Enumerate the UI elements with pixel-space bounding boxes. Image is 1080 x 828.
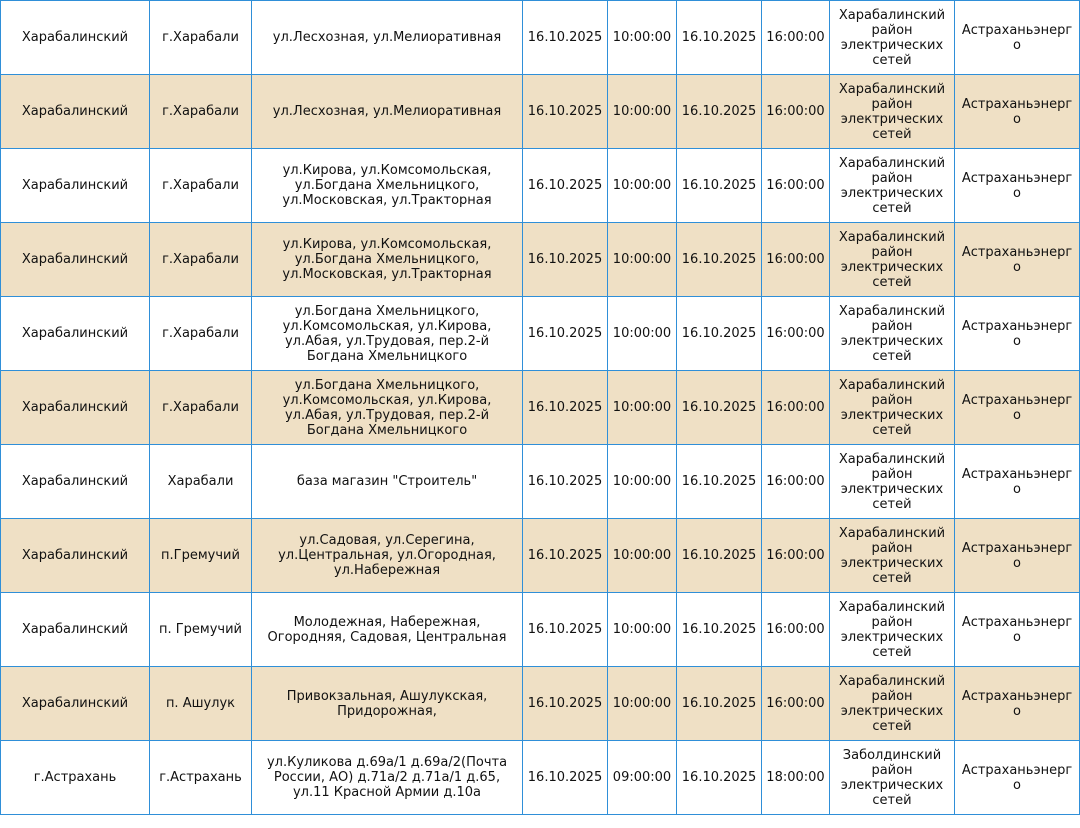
- settlement-cell: г.Харабали: [150, 1, 252, 75]
- res-cell: Харабалинский район электрических сетей: [830, 1, 955, 75]
- start-date-cell: 16.10.2025: [523, 445, 608, 519]
- company-cell: Астраханьэнерго: [955, 75, 1080, 149]
- end-date-cell: 16.10.2025: [677, 297, 762, 371]
- district-cell: Харабалинский: [1, 1, 150, 75]
- streets-cell: база магазин "Строитель": [252, 445, 523, 519]
- streets-cell: ул.Лесхозная, ул.Мелиоративная: [252, 1, 523, 75]
- company-cell: Астраханьэнерго: [955, 223, 1080, 297]
- table-row: [1, 1, 1080, 75]
- streets-cell: Привокзальная, Ашулукская, Придорожная,: [252, 667, 523, 741]
- res-cell: Заболдинский район электрических сетей: [830, 741, 955, 815]
- table-row: [1, 445, 1080, 519]
- company-cell: Астраханьэнерго: [955, 519, 1080, 593]
- start-time-cell: 09:00:00: [608, 741, 677, 815]
- table-row: [1, 75, 1080, 149]
- company-cell: Астраханьэнерго: [955, 741, 1080, 815]
- district-cell: Харабалинский: [1, 667, 150, 741]
- start-time-cell: 10:00:00: [608, 297, 677, 371]
- start-time-cell: 10:00:00: [608, 1, 677, 75]
- start-time-cell: 10:00:00: [608, 667, 677, 741]
- streets-cell: ул.Богдана Хмельницкого, ул.Комсомольская, ул.Кирова, ул.Абая, ул.Трудовая, пер.2-й Богдана Хмельницкого: [252, 297, 523, 371]
- res-cell: Харабалинский район электрических сетей: [830, 667, 955, 741]
- company-cell: Астраханьэнерго: [955, 149, 1080, 223]
- start-time-cell: 10:00:00: [608, 75, 677, 149]
- start-date-cell: 16.10.2025: [523, 593, 608, 667]
- settlement-cell: г.Харабали: [150, 297, 252, 371]
- end-date-cell: 16.10.2025: [677, 223, 762, 297]
- settlement-cell: п. Гремучий: [150, 593, 252, 667]
- end-date-cell: 16.10.2025: [677, 445, 762, 519]
- res-cell: Харабалинский район электрических сетей: [830, 223, 955, 297]
- start-time-cell: 10:00:00: [608, 371, 677, 445]
- res-cell: Харабалинский район электрических сетей: [830, 297, 955, 371]
- settlement-cell: г.Харабали: [150, 223, 252, 297]
- outage-table-body: [1, 1, 1080, 815]
- table-row: [1, 371, 1080, 445]
- streets-cell: Молодежная, Набережная, Огородняя, Садовая, Центральная: [252, 593, 523, 667]
- district-cell: г.Астрахань: [1, 741, 150, 815]
- res-cell: Харабалинский район электрических сетей: [830, 519, 955, 593]
- streets-cell: ул.Кирова, ул.Комсомольская, ул.Богдана Хмельницкого, ул.Московская, ул.Тракторная: [252, 223, 523, 297]
- company-cell: Астраханьэнерго: [955, 593, 1080, 667]
- district-cell: Харабалинский: [1, 593, 150, 667]
- start-date-cell: 16.10.2025: [523, 297, 608, 371]
- end-date-cell: 16.10.2025: [677, 741, 762, 815]
- end-date-cell: 16.10.2025: [677, 1, 762, 75]
- streets-cell: ул.Богдана Хмельницкого, ул.Комсомольская, ул.Кирова, ул.Абая, ул.Трудовая, пер.2-й Богдана Хмельницкого: [252, 371, 523, 445]
- streets-cell: ул.Лесхозная, ул.Мелиоративная: [252, 75, 523, 149]
- start-date-cell: 16.10.2025: [523, 371, 608, 445]
- district-cell: Харабалинский: [1, 297, 150, 371]
- district-cell: Харабалинский: [1, 149, 150, 223]
- res-cell: Харабалинский район электрических сетей: [830, 75, 955, 149]
- settlement-cell: п.Гремучий: [150, 519, 252, 593]
- end-date-cell: 16.10.2025: [677, 593, 762, 667]
- end-time-cell: 16:00:00: [762, 667, 830, 741]
- start-date-cell: 16.10.2025: [523, 667, 608, 741]
- district-cell: Харабалинский: [1, 223, 150, 297]
- table-row: [1, 297, 1080, 371]
- end-time-cell: 16:00:00: [762, 371, 830, 445]
- company-cell: Астраханьэнерго: [955, 297, 1080, 371]
- settlement-cell: г.Харабали: [150, 75, 252, 149]
- start-time-cell: 10:00:00: [608, 149, 677, 223]
- start-time-cell: 10:00:00: [608, 445, 677, 519]
- start-time-cell: 10:00:00: [608, 223, 677, 297]
- start-date-cell: 16.10.2025: [523, 741, 608, 815]
- res-cell: Харабалинский район электрических сетей: [830, 445, 955, 519]
- end-date-cell: 16.10.2025: [677, 667, 762, 741]
- company-cell: Астраханьэнерго: [955, 1, 1080, 75]
- start-time-cell: 10:00:00: [608, 593, 677, 667]
- settlement-cell: г.Астрахань: [150, 741, 252, 815]
- table-row: [1, 667, 1080, 741]
- settlement-cell: г.Харабали: [150, 149, 252, 223]
- settlement-cell: Харабали: [150, 445, 252, 519]
- streets-cell: ул.Куликова д.69а/1 д.69а/2(Почта России, АО) д.71а/2 д.71а/1 д.65, ул.11 Красной Армии д.10а: [252, 741, 523, 815]
- end-time-cell: 16:00:00: [762, 149, 830, 223]
- end-time-cell: 16:00:00: [762, 593, 830, 667]
- end-date-cell: 16.10.2025: [677, 519, 762, 593]
- district-cell: Харабалинский: [1, 371, 150, 445]
- res-cell: Харабалинский район электрических сетей: [830, 371, 955, 445]
- table-row: [1, 593, 1080, 667]
- end-time-cell: 16:00:00: [762, 75, 830, 149]
- table-row: [1, 519, 1080, 593]
- settlement-cell: п. Ашулук: [150, 667, 252, 741]
- end-date-cell: 16.10.2025: [677, 149, 762, 223]
- streets-cell: ул.Садовая, ул.Серегина, ул.Центральная, ул.Огородная, ул.Набережная: [252, 519, 523, 593]
- start-date-cell: 16.10.2025: [523, 223, 608, 297]
- table-row: [1, 223, 1080, 297]
- end-date-cell: 16.10.2025: [677, 371, 762, 445]
- end-time-cell: 16:00:00: [762, 223, 830, 297]
- end-time-cell: 16:00:00: [762, 297, 830, 371]
- end-time-cell: 16:00:00: [762, 1, 830, 75]
- company-cell: Астраханьэнерго: [955, 445, 1080, 519]
- start-date-cell: 16.10.2025: [523, 75, 608, 149]
- start-date-cell: 16.10.2025: [523, 519, 608, 593]
- table-row: [1, 741, 1080, 815]
- company-cell: Астраханьэнерго: [955, 371, 1080, 445]
- end-time-cell: 16:00:00: [762, 445, 830, 519]
- district-cell: Харабалинский: [1, 445, 150, 519]
- streets-cell: ул.Кирова, ул.Комсомольская, ул.Богдана Хмельницкого, ул.Московская, ул.Тракторная: [252, 149, 523, 223]
- res-cell: Харабалинский район электрических сетей: [830, 593, 955, 667]
- end-time-cell: 18:00:00: [762, 741, 830, 815]
- district-cell: Харабалинский: [1, 75, 150, 149]
- end-time-cell: 16:00:00: [762, 519, 830, 593]
- res-cell: Харабалинский район электрических сетей: [830, 149, 955, 223]
- start-date-cell: 16.10.2025: [523, 1, 608, 75]
- district-cell: Харабалинский: [1, 519, 150, 593]
- settlement-cell: г.Харабали: [150, 371, 252, 445]
- start-date-cell: 16.10.2025: [523, 149, 608, 223]
- company-cell: Астраханьэнерго: [955, 667, 1080, 741]
- start-time-cell: 10:00:00: [608, 519, 677, 593]
- end-date-cell: 16.10.2025: [677, 75, 762, 149]
- table-row: [1, 149, 1080, 223]
